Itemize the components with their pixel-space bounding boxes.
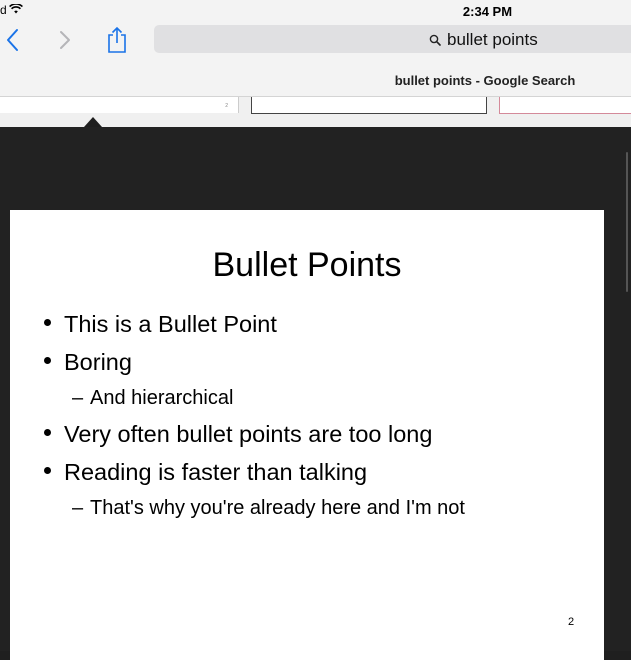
bullet-text: That's why you're already here and I'm not xyxy=(90,497,465,519)
bullet-item xyxy=(10,421,604,459)
carrier-label: d xyxy=(0,3,7,17)
share-button[interactable] xyxy=(104,26,130,54)
thumbnail-page-number: 2 xyxy=(225,103,228,109)
bullet-text: This is a Bullet Point xyxy=(64,311,277,337)
bullet-dot-icon xyxy=(44,467,51,474)
forward-button[interactable] xyxy=(52,26,78,54)
page-thumbnail[interactable] xyxy=(499,97,631,114)
search-query: bullet points xyxy=(447,30,538,49)
bullet-dot-icon xyxy=(44,429,51,436)
address-bar[interactable] xyxy=(154,25,631,53)
wifi-icon xyxy=(9,4,23,14)
dash-icon: – xyxy=(72,497,84,519)
page-title: bullet points - Google Search xyxy=(394,73,576,88)
bullet-text: And hierarchical xyxy=(90,387,234,409)
slide-title: Bullet Points xyxy=(212,246,402,284)
chevron-left-icon xyxy=(6,28,20,52)
sub-bullet-item xyxy=(10,497,604,531)
status-time: 2:34 PM xyxy=(462,4,513,19)
slide-page-number: 2 xyxy=(568,616,575,628)
slide-page xyxy=(10,210,604,660)
share-icon xyxy=(105,26,129,54)
page-thumbnail[interactable] xyxy=(251,97,487,114)
page-thumbnail[interactable] xyxy=(0,97,239,113)
bullet-text: Reading is faster than talking xyxy=(64,459,368,485)
browser-toolbar xyxy=(0,0,631,97)
bullet-item xyxy=(10,349,604,387)
chevron-right-icon xyxy=(58,28,72,52)
status-bar xyxy=(0,0,631,20)
bullet-list xyxy=(10,311,604,531)
scroll-indicator xyxy=(626,152,628,292)
dash-icon: – xyxy=(72,387,84,409)
bullet-item xyxy=(10,311,604,349)
bullet-dot-icon xyxy=(44,357,51,364)
bullet-text: Very often bullet points are too long xyxy=(64,421,433,447)
popover-arrow xyxy=(84,117,102,127)
bullet-item xyxy=(10,459,604,497)
sub-bullet-item xyxy=(10,387,604,421)
bullet-text: Boring xyxy=(64,349,132,375)
address-content xyxy=(429,30,538,50)
back-button[interactable] xyxy=(0,26,26,54)
search-icon xyxy=(429,34,441,46)
bullet-dot-icon xyxy=(44,319,51,326)
